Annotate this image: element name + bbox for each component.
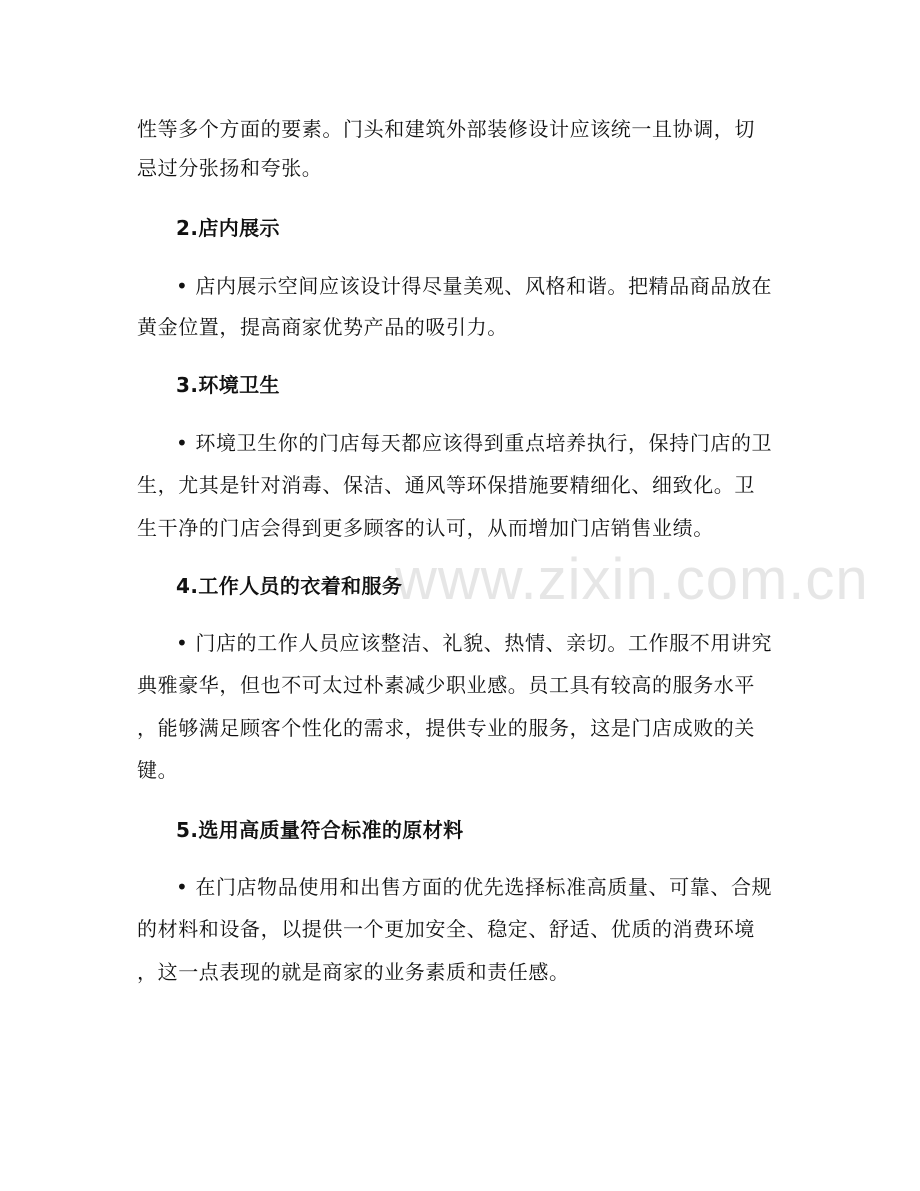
section-heading-4: 4.工作人员的衣着和服务 [176, 574, 403, 598]
section-2-line-2: 黄金位置，提高商家优势产品的吸引力。 [137, 315, 508, 339]
section-4-line-3: ，能够满足顾客个性化的需求，提供专业的服务，这是门店成败的关 [137, 716, 755, 740]
section-heading-2: 2.店内展示 [176, 216, 280, 240]
section-5-line-2: 的材料和设备，以提供一个更加安全、稳定、舒适、优质的消费环境 [137, 917, 755, 941]
intro-line-2: 忌过分张扬和夸张。 [137, 156, 323, 180]
section-heading-3: 3.环境卫生 [176, 373, 280, 397]
section-4-line-1: • 门店的工作人员应该整洁、礼貌、热情、亲切。工作服不用讲究 [176, 631, 773, 655]
section-4-line-4: 键。 [137, 758, 179, 782]
section-5-line-3: ，这一点表现的就是商家的业务素质和责任感。 [137, 960, 570, 984]
section-4-line-2: 典雅豪华，但也不可太过朴素减少职业感。员工具有较高的服务水平 [137, 673, 755, 697]
section-2-line-1: • 店内展示空间应该设计得尽量美观、风格和谐。把精品商品放在 [176, 274, 773, 298]
section-5-line-1: • 在门店物品使用和出售方面的优先选择标准高质量、可靠、合规 [176, 875, 773, 899]
section-heading-5: 5.选用高质量符合标准的原材料 [176, 818, 464, 842]
section-3-line-1: • 环境卫生你的门店每天都应该得到重点培养执行，保持门店的卫 [176, 431, 773, 455]
section-3-line-2: 生，尤其是针对消毒、保洁、通风等环保措施要精细化、细致化。卫 [137, 473, 755, 497]
intro-line-1: 性等多个方面的要素。门头和建筑外部装修设计应该统一且协调，切 [137, 117, 755, 141]
section-3-line-3: 生干净的门店会得到更多顾客的认可，从而增加门店销售业绩。 [137, 516, 714, 540]
watermark: www.zixin.com.cn [395, 547, 869, 612]
